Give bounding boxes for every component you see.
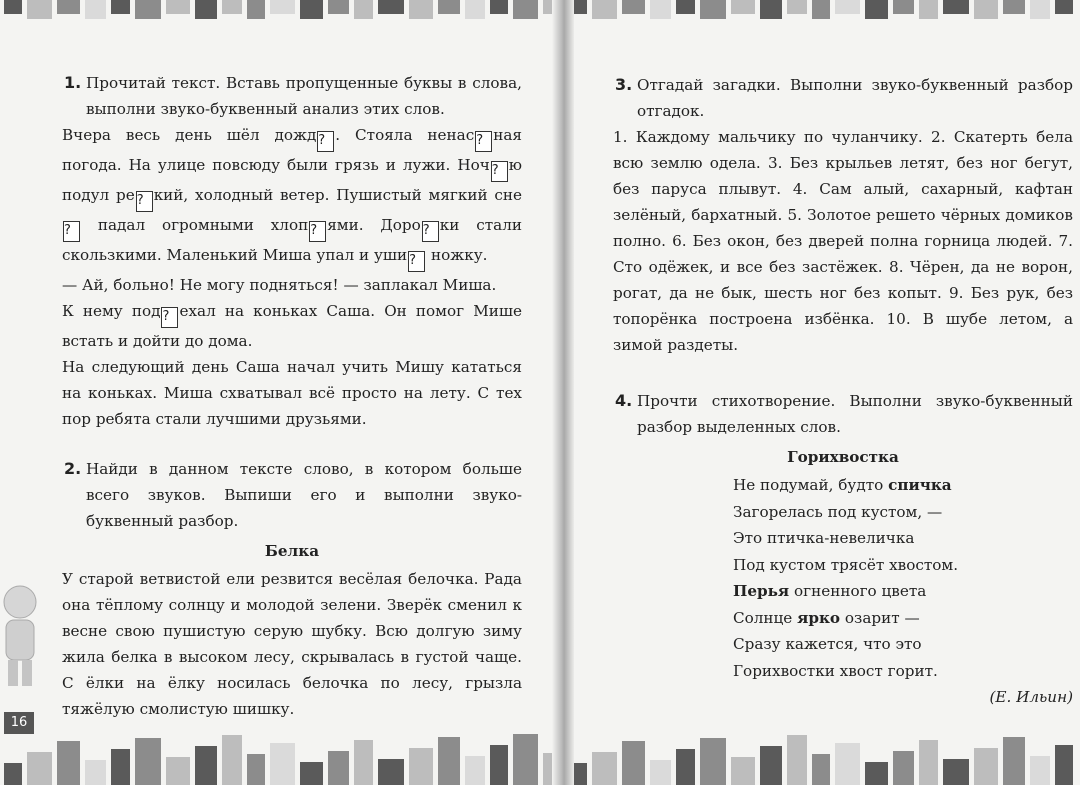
decorative-bar	[835, 0, 860, 14]
decorative-bar	[893, 751, 914, 785]
decorative-bar	[1055, 0, 1073, 14]
decorative-bar	[465, 756, 485, 785]
decorative-bar	[354, 740, 373, 785]
decorative-bar	[1030, 756, 1050, 785]
text-segment: Солнце	[733, 608, 798, 627]
task-2	[62, 456, 522, 534]
decorative-bar	[700, 0, 726, 19]
missing-letter-box: ?	[491, 161, 508, 182]
decorative-bar	[354, 0, 373, 19]
task-instruction: Найди в данном тексте слово, в котором больше всего звуков. Выпиши его и выполни звуко-буквенный разбор.	[86, 460, 522, 530]
decorative-bar	[787, 735, 807, 785]
paragraph	[62, 122, 522, 272]
decorative-bar	[865, 0, 888, 19]
decorative-bar	[247, 754, 265, 785]
poem-line: Под кустом трясёт хвостом.	[733, 555, 959, 574]
decorative-bar	[731, 757, 755, 785]
top-decorative-bars	[565, 0, 1080, 60]
decorative-bar	[222, 735, 242, 785]
task-number: 2.	[64, 459, 82, 478]
decorative-bar	[622, 741, 645, 785]
text-segment: Вчера весь день шёл дожд	[62, 126, 317, 144]
decorative-bar	[650, 0, 671, 19]
decorative-bar	[378, 759, 404, 785]
missing-letter-box: ?	[63, 221, 80, 242]
text-segment: ехал на коньках Саша. Он помог Мише встать и дойти до дома.	[62, 302, 523, 350]
decorative-bar	[919, 740, 938, 785]
text-segment: К нему под	[62, 302, 161, 320]
decorative-bar	[835, 743, 860, 785]
right-page	[565, 0, 1080, 785]
decorative-bar	[378, 0, 404, 14]
text-segment: ю подул ре	[62, 156, 522, 204]
decorative-bar	[1003, 0, 1025, 14]
task-instruction: Прочти стихотворение. Выполни звуко-буквенный разбор выделенных слов.	[637, 392, 1073, 436]
text-segment: Не подумай, будто	[733, 476, 889, 494]
text-segment: кий, холодный ветер. Пушистый мягкий сне	[153, 186, 522, 204]
decorative-bar	[135, 738, 161, 785]
decorative-bar	[490, 745, 508, 785]
decorative-bar	[111, 749, 130, 785]
decorative-bar	[135, 0, 161, 19]
decorative-bar	[438, 737, 460, 785]
highlighted-word: спичка	[888, 476, 952, 494]
cartoon-character-icon	[0, 580, 40, 690]
story-title: Белка	[264, 542, 320, 560]
highlighted-word: ярко	[797, 608, 841, 627]
decorative-bar	[465, 0, 485, 19]
decorative-bar	[676, 749, 695, 785]
decorative-bar	[409, 0, 433, 19]
poem-line: Горихвостки хвост горит.	[733, 661, 938, 680]
text-segment: ки стали скользкими. Маленький Миша упал и уши	[62, 216, 522, 264]
decorative-bar	[974, 0, 998, 19]
task-number: 3.	[615, 75, 633, 94]
decorative-bar	[438, 0, 460, 14]
decorative-bar	[300, 762, 323, 785]
missing-letter-box: ?	[161, 307, 178, 328]
decorative-bar	[27, 0, 52, 19]
missing-letter-box: ?	[408, 251, 425, 272]
decorative-bar	[760, 746, 782, 785]
top-decorative-bars	[0, 0, 560, 60]
task-instruction: Отгадай загадки. Выполни звуко-буквенный разбор отгадок.	[637, 76, 1073, 120]
decorative-bar	[622, 0, 645, 14]
text-segment: озарит —	[840, 608, 920, 627]
decorative-bar	[4, 763, 22, 785]
decorative-bar	[195, 746, 217, 785]
text-segment: ями. Доро	[327, 216, 421, 234]
poem-line: Это птичка-невеличка	[733, 529, 915, 547]
bottom-decorative-bars	[0, 725, 560, 785]
task-instruction: Прочитай текст. Вставь пропущенные буквы в слова, выполни звуко-буквенный анализ этих слов.	[86, 74, 522, 118]
decorative-bar	[943, 759, 969, 785]
poem-line	[733, 578, 1073, 605]
decorative-bar	[27, 752, 52, 785]
poem-line: Сразу кажется, что это	[733, 635, 922, 653]
right-text-block	[613, 72, 1073, 710]
text-segment: ная погода. На улице повсюду были грязь и лужи. Ноч	[62, 126, 522, 174]
decorative-bar	[812, 0, 830, 19]
decorative-bar	[513, 734, 538, 785]
poem-line	[733, 605, 1073, 632]
decorative-bar	[974, 748, 998, 785]
bottom-decorative-bars	[565, 725, 1080, 785]
decorative-bar	[409, 748, 433, 785]
decorative-bar	[328, 751, 349, 785]
decorative-bar	[4, 0, 22, 14]
decorative-bar	[328, 0, 349, 14]
decorative-bar	[919, 0, 938, 19]
decorative-bar	[270, 0, 295, 14]
missing-letter-box: ?	[136, 191, 153, 212]
decorative-bar	[195, 0, 217, 19]
text-segment: падал огромными хлоп	[81, 216, 309, 234]
decorative-bar	[650, 760, 671, 785]
decorative-bar	[787, 0, 807, 14]
poem-line: Загорелась под кустом, —	[733, 502, 943, 521]
task-3	[613, 72, 1073, 124]
decorative-bar	[760, 0, 782, 19]
book-spine	[552, 0, 574, 785]
decorative-bar	[1030, 0, 1050, 19]
task-1	[62, 70, 522, 122]
decorative-bar	[943, 0, 969, 14]
decorative-bar	[1003, 737, 1025, 785]
task-4	[613, 388, 1073, 440]
poem	[733, 472, 1073, 684]
paragraph	[62, 298, 522, 354]
decorative-bar	[85, 760, 106, 785]
poem-title: Горихвостка	[787, 448, 899, 466]
decorative-bar	[676, 0, 695, 14]
decorative-bar	[57, 741, 80, 785]
poem-line	[733, 472, 1073, 499]
decorative-bar	[893, 0, 914, 14]
decorative-bar	[592, 0, 617, 19]
paragraph: — Ай, больно! Не могу подняться! — заплакал Миша.	[62, 276, 497, 294]
decorative-bar	[731, 0, 755, 14]
decorative-bar	[865, 762, 888, 785]
poem-author: (Е. Ильин)	[989, 688, 1073, 706]
decorative-bar	[247, 0, 265, 19]
text-segment: . Стояла ненас	[335, 126, 475, 144]
decorative-bar	[111, 0, 130, 14]
decorative-bar	[700, 738, 726, 785]
decorative-bar	[166, 757, 190, 785]
decorative-bar	[513, 0, 538, 19]
missing-letter-box: ?	[475, 131, 492, 152]
missing-letter-box: ?	[317, 131, 334, 152]
decorative-bar	[1055, 745, 1073, 785]
highlighted-word: Перья	[733, 582, 790, 600]
decorative-bar	[490, 0, 508, 14]
text-segment: ножку.	[426, 246, 488, 264]
paragraph: На следующий день Саша начал учить Мишу кататься на коньках. Миша схватывал всё просто на лету. С тех пор ребята стали лучшими друзьями.	[62, 358, 522, 428]
decorative-bar	[812, 754, 830, 785]
decorative-bar	[270, 743, 295, 785]
riddles-text: 1. Каждому мальчику по чуланчику. 2. Скатерть бела всю землю одела. 3. Без крыльев летят, без ног бегут, без паруса плывут. 4. Сам алый, сахарный, кафтан зелёный, бархатный. 5. Золотое решето чёрных домиков полно. 6. Без окон, без дверей полна горница людей. 7. Сто одёжек, и все без застёжек. 8. Чёрен, да не ворон, рогат, да не бык, шесть ног без копыт. 9. Без рук, без топорёнка построена избёнка. 10. В шубе летом, а зимой раздеты.	[613, 128, 1073, 354]
story-text: У старой ветвистой ели резвится весёлая белочка. Рада она тёплому солнцу и молодой зелени. Зверёк сменил к весне свою пушистую серую шубку. Всю долгую зиму жила белка в высоком лесу, скрывалась в густой чаще. С ёлки на ёлку носилась белочка по лесу, грызла тяжёлую смолистую шишку.	[62, 570, 522, 718]
task-number: 4.	[615, 391, 633, 410]
missing-letter-box: ?	[422, 221, 439, 242]
task-number: 1.	[64, 73, 82, 92]
decorative-bar	[166, 0, 190, 14]
decorative-bar	[57, 0, 80, 14]
decorative-bar	[222, 0, 242, 14]
decorative-bar	[85, 0, 106, 19]
decorative-bar	[592, 752, 617, 785]
missing-letter-box: ?	[309, 221, 326, 242]
decorative-bar	[300, 0, 323, 19]
left-text-block	[62, 70, 522, 722]
page-number: 16	[4, 712, 34, 734]
text-segment: огненного цвета	[789, 582, 927, 600]
